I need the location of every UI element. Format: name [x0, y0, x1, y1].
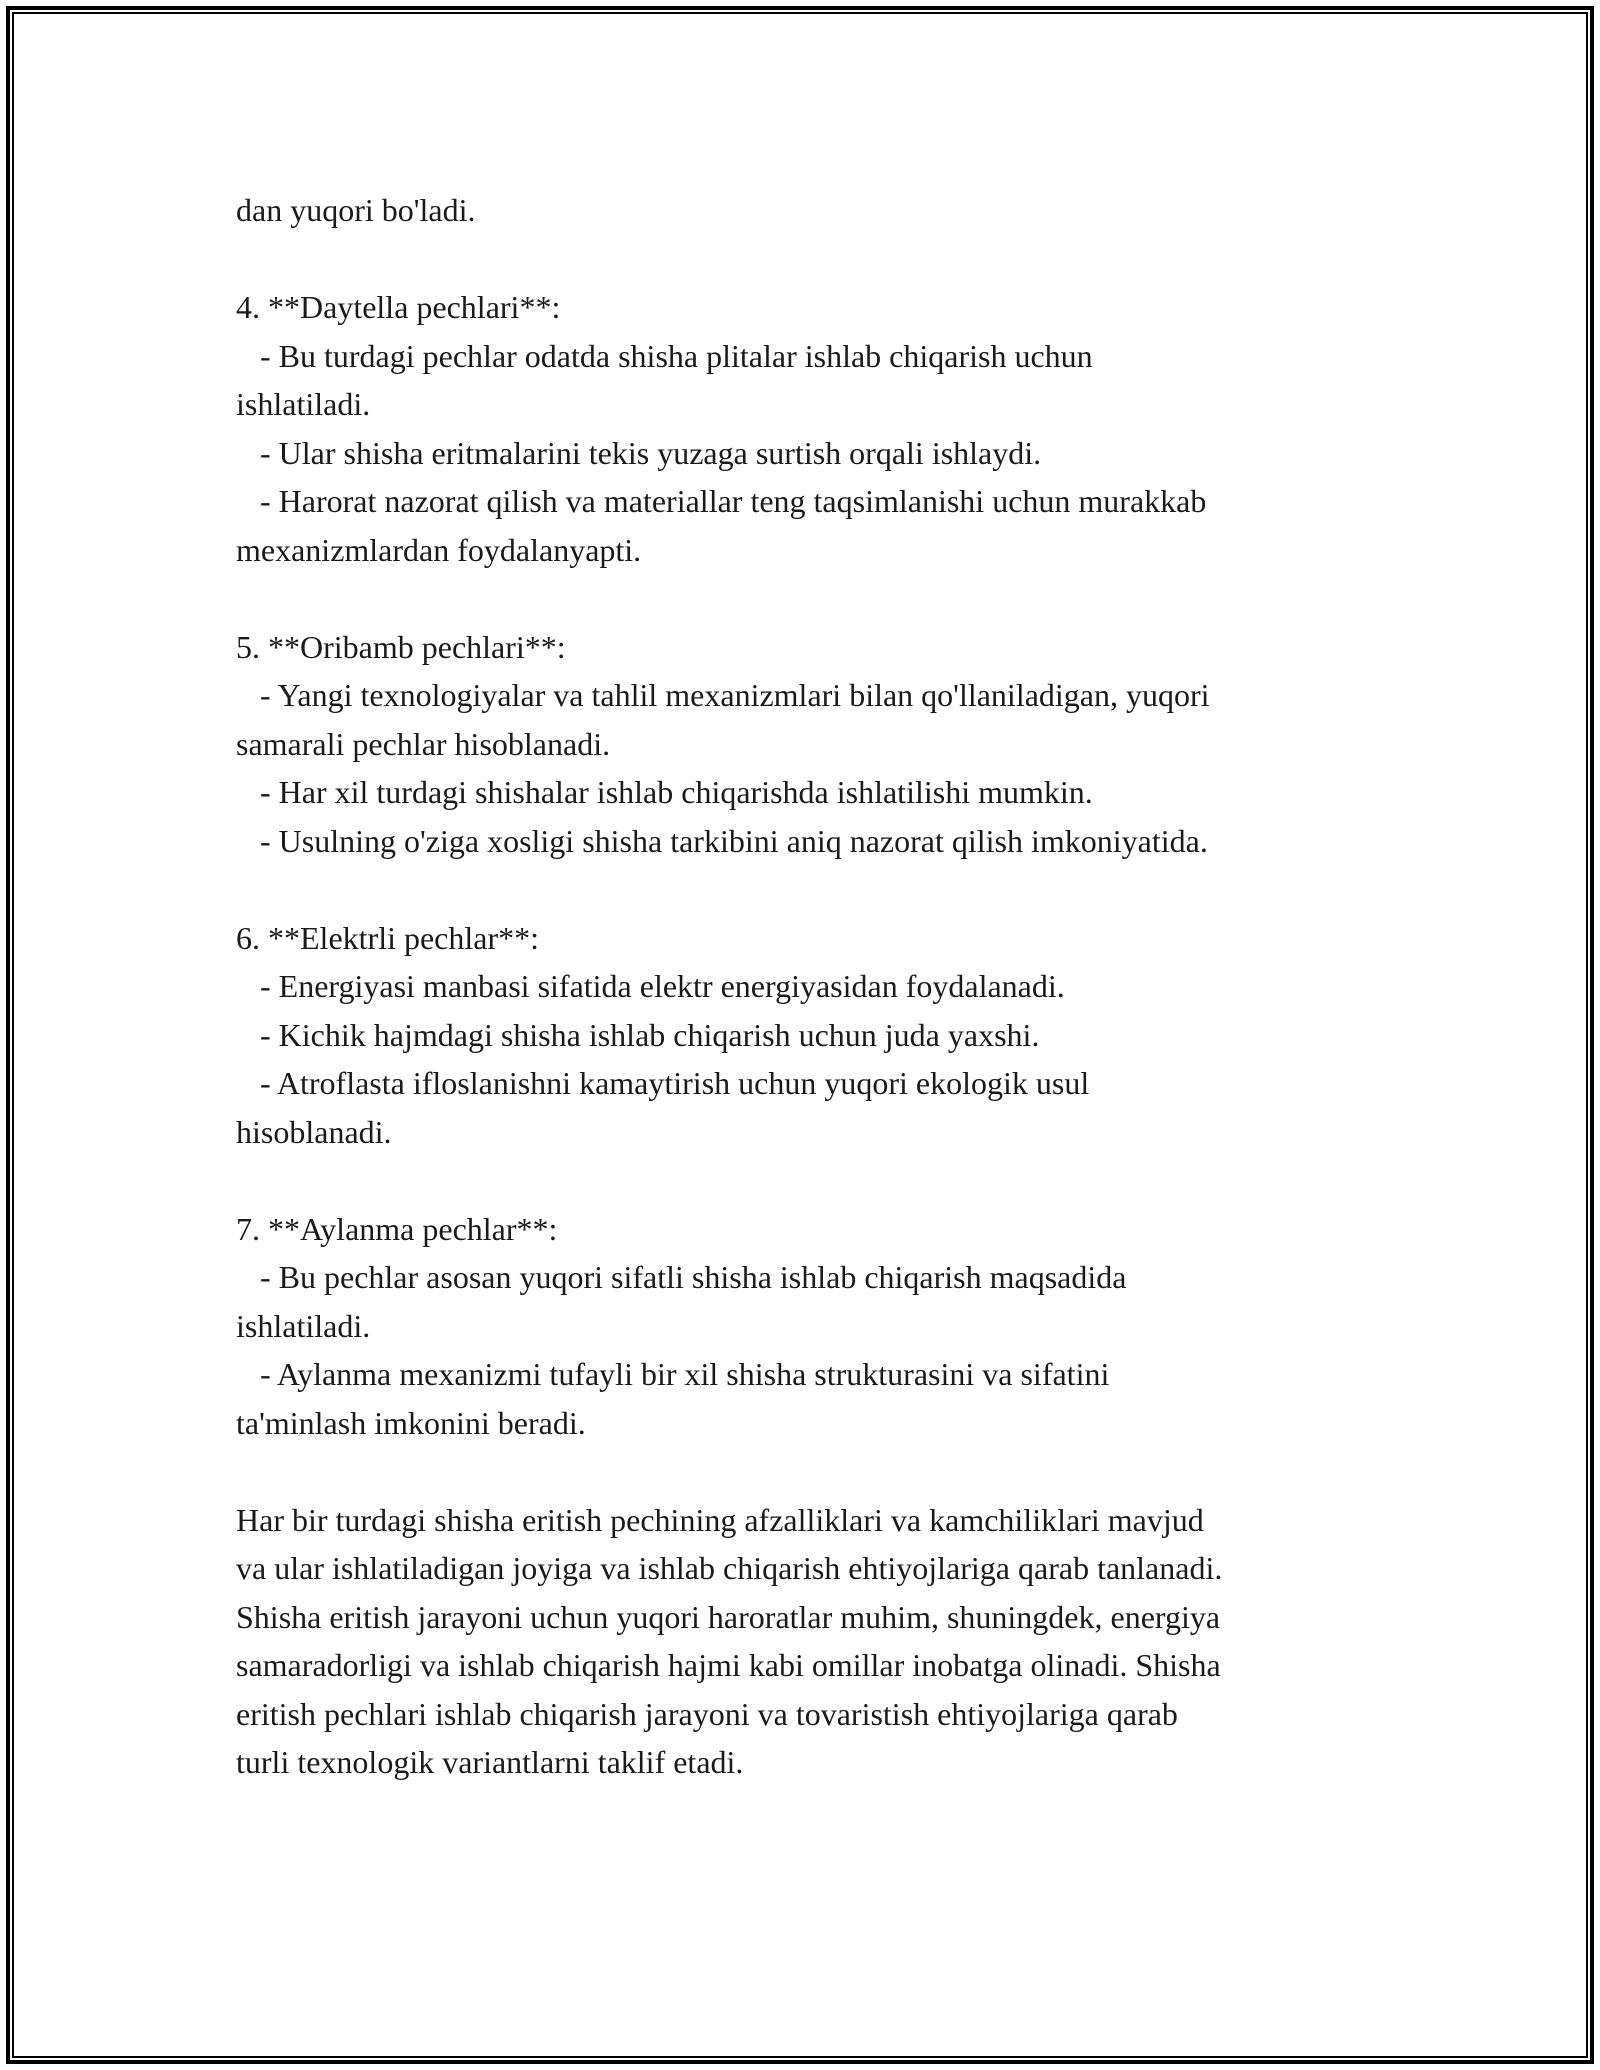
list-heading-6: 6. **Elektrli pechlar**: — [236, 919, 540, 956]
blank-line — [236, 1156, 1386, 1205]
text-line: - Energiyasi manbasi sifatida elektr energiyasidan foydalanadi. — [236, 968, 1065, 1004]
text-line: - Atroflasta ifloslanishni kamaytirish uchun yuqori ekologik usul — [236, 1065, 1090, 1101]
text-line: - Ular shisha eritmalarini tekis yuzaga surtish orqali ishlaydi. — [236, 434, 1042, 471]
conclusion-line: samaradorligi va ishlab chiqarish hajmi kabi omillar inobatga olinadi. Shisha — [236, 1647, 1221, 1683]
text-line: ishlatiladi. — [236, 386, 371, 422]
text-line: hisoblanadi. — [236, 1113, 392, 1150]
blank-line — [236, 235, 1386, 284]
list-heading-4: 4. **Daytella pechlari**: — [236, 289, 561, 325]
blank-line — [236, 865, 1386, 914]
text-line: ta'minlash imkonini beradi. — [236, 1404, 586, 1441]
text-line: - Bu pechlar asosan yuqori sifatli shisha ishlab chiqarish maqsadida — [236, 1259, 1127, 1295]
blank-line — [236, 574, 1386, 623]
text-line: mexanizmlardan foydalanyapti. — [236, 531, 642, 568]
text-line: - Har xil turdagi shishalar ishlab chiqarishda ishlatilishi mumkin. — [236, 774, 1093, 810]
list-heading-5: 5. **Oribamb pechlari**: — [236, 628, 566, 665]
text-line: samarali pechlar hisoblanadi. — [236, 725, 611, 762]
conclusion-line: va ular ishlatiladigan joyiga va ishlab chiqarish ehtiyojlariga qarab tanlanadi. — [236, 1550, 1223, 1586]
conclusion-line: turli texnologik variantlarni taklif etadi. — [236, 1744, 744, 1780]
text-line: - Usulning o'ziga xosligi shisha tarkibini aniq nazorat qilish imkoniyatida. — [236, 822, 1208, 859]
text-line: dan yuqori bo'ladi. — [236, 192, 476, 228]
text-line: - Kichik hajmdagi shisha ishlab chiqarish uchun juda yaxshi. — [236, 1016, 1040, 1053]
conclusion-line: Har bir turdagi shisha eritish pechining afzalliklari va kamchiliklari mavjud — [236, 1501, 1204, 1538]
blank-line — [236, 1447, 1386, 1496]
conclusion-line: Shisha eritish jarayoni uchun yuqori haroratlar muhim, shuningdek, energiya — [236, 1598, 1221, 1635]
text-line: - Yangi texnologiyalar va tahlil mexanizmlari bilan qo'llaniladigan, yuqori — [236, 677, 1210, 713]
text-line: - Aylanma mexanizmi tufayli bir xil shisha strukturasini va sifatini — [236, 1356, 1110, 1392]
list-heading-7: 7. **Aylanma pechlar**: — [236, 1210, 558, 1247]
text-line: - Bu turdagi pechlar odatda shisha plitalar ishlab chiqarish uchun — [236, 337, 1093, 374]
conclusion-line: eritish pechlari ishlab chiqarish jarayoni va tovaristish ehtiyojlariga qarab — [236, 1695, 1178, 1732]
document-body — [236, 186, 1386, 1787]
text-line: ishlatiladi. — [236, 1307, 371, 1344]
text-line: - Harorat nazorat qilish va materiallar teng taqsimlanishi uchun murakkab — [236, 483, 1207, 519]
